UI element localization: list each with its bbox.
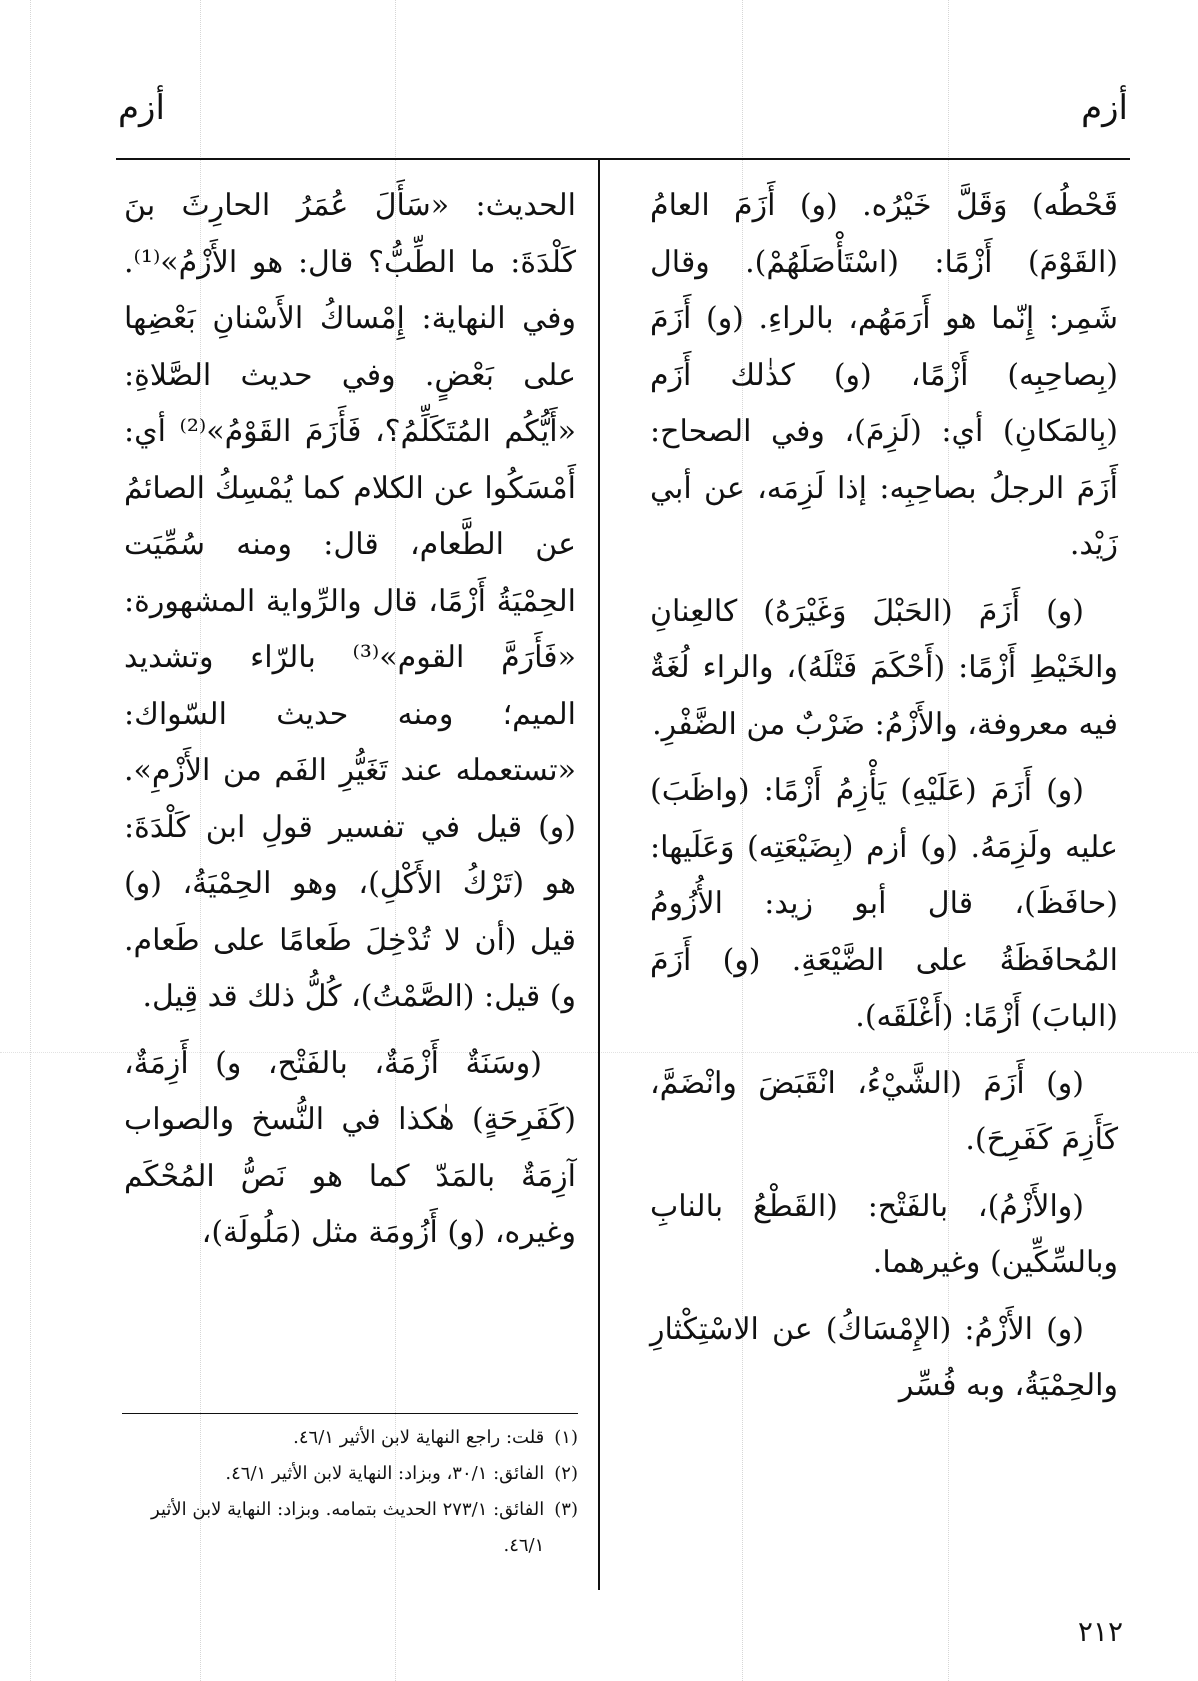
paragraph: (والأَزْمُ)، بالفَتْح: (القَطْعُ بالنابِ وبالسِّكِّين) وغيرهما. — [650, 1188, 1118, 1280]
running-head-left: أزم — [118, 88, 165, 128]
footnote-number: (١) — [554, 1427, 578, 1448]
paragraph: (و) أَزَمَ (الحَبْلَ وَغَيْرَهُ) كالعِنانِ والخَيْطِ أَزْمًا: (أَحْكَمَ فَتْلَهُ)، والراء لُغَةٌ فيه معروفة، والأَزْمُ: ضَرْبٌ من الضَّفْرِ. — [650, 593, 1118, 742]
footnote-item — [122, 1456, 578, 1492]
running-head-right: أزم — [1081, 88, 1128, 128]
paragraph: (و) أَزَمَ (الشَّيْءُ، انْقَبَضَ وانْضَمَّ، كَأَزِمَ كَفَرِحَ). — [650, 1065, 1118, 1157]
footnote-item — [122, 1492, 578, 1564]
header-rule — [116, 158, 1130, 160]
page-number: ٢١٢ — [1077, 1615, 1123, 1648]
footnote-text: الفائق: ٢٧٣/١ الحديث بتمامه. وبزاد: النهاية لابن الأثير ٤٦/١. — [151, 1499, 545, 1556]
footnote-text: قلت: راجع النهاية لابن الأثير ٤٦/١. — [293, 1427, 545, 1448]
right-text-column — [650, 178, 1118, 1425]
paragraph: (و) الأَزْمُ: (الإِمْسَاكُ) عن الاسْتِكْثارِ والحِمْيَةُ، وبه فُسِّر — [650, 1311, 1118, 1403]
footnotes — [122, 1420, 578, 1564]
paragraph: (وسَنَةٌ أَزْمَةٌ، بالفَتْح، و) أَزِمَةٌ، (كَفَرِحَةٍ) هٰكذا في النُّسخ والصواب آزِمَةٌ بالمَدّ كما هو نَصُّ المُحْكَم وغيره، (و) أَزُومَة مثل (مَلُولَة)، — [124, 1045, 576, 1250]
footnote-number: (٢) — [554, 1463, 578, 1484]
left-text-column — [124, 178, 576, 1272]
footnote-text: الفائق: ٣٠/١، وبزاد: النهاية لابن الأثير ٤٦/١. — [225, 1463, 545, 1484]
footnote-item — [122, 1420, 578, 1456]
scan-guide-line — [30, 0, 31, 1681]
footnote-rule — [122, 1413, 578, 1414]
paragraph: (و) أَزَمَ (عَلَيْهِ) يَأْزِمُ أَزْمًا: (واظَبَ) عليه ولَزِمَهُ. (و) أزم (بِضَيْعَتِه) وَعَلَيها: (حافَظَ)، قال أبو زيد: الأُزُومُ المُحافَظَةُ على الضَّيْعَةِ. (و) أَزَمَ (البابَ) أَزْمًا: (أَغْلَقَه). — [650, 773, 1118, 1034]
column-divider — [598, 160, 600, 1590]
footnote-number: (٣) — [554, 1499, 578, 1520]
paragraph: الحديث: «سَأَلَ عُمَرُ الحارِثَ بنَ كَلْدَةَ: ما الطِّبُّ؟ قال: هو الأَزْمُ»⁽¹⁾. وفي النهاية: إِمْساكُ الأَسْنانِ بَعْضِها على بَعْضٍ. وفي حديث الصَّلاةِ: «أَيُّكُم المُتَكَلِّمُ؟، فَأَزَمَ القَوْمُ»⁽²⁾ أي: أَمْسَكُوا عن الكلام كما يُمْسِكُ الصائمُ عن الطَّعام، قال: ومنه سُمِّيَت الحِمْيَةُ أَزْمًا، قال والرِّواية المشهورة: «فَأَرَمَّ القوم»⁽³⁾ بالرّاء وتشديد الميم؛ ومنه حديث السّواك: «تستعمله عند تَغَيُّرِ الفَم من الأَزْمِ». (و) قيل في تفسير قولِ ابن كَلْدَةَ: هو (تَرْكُ الأَكْلِ)، وهو الحِمْيَةُ، (و) قيل (أن لا تُدْخِلَ طَعامًا على طَعام. و) قيل: (الصَّمْتُ)، كُلُّ ذلك قد قِيل. — [124, 188, 576, 1014]
paragraph: قَحْطُه) وَقَلَّ خَيْرُه. (و) أَزَمَ العامُ (القَوْمَ) أَزْمًا: (اسْتَأْصَلَهُمْ). وقال شَمِر: إِنّما هو أَرَمَهُم، بالراءِ. (و) أَزَمَ (بِصاحِبِه) أَزْمًا، (و) كذٰلك أَزَم (بِالمَكانِ) أي: (لَزِمَ)، وفي الصحاح: أَزَمَ الرجلُ بصاحِبِه: إذا لَزِمَه، عن أبي زَيْد. — [650, 188, 1118, 562]
